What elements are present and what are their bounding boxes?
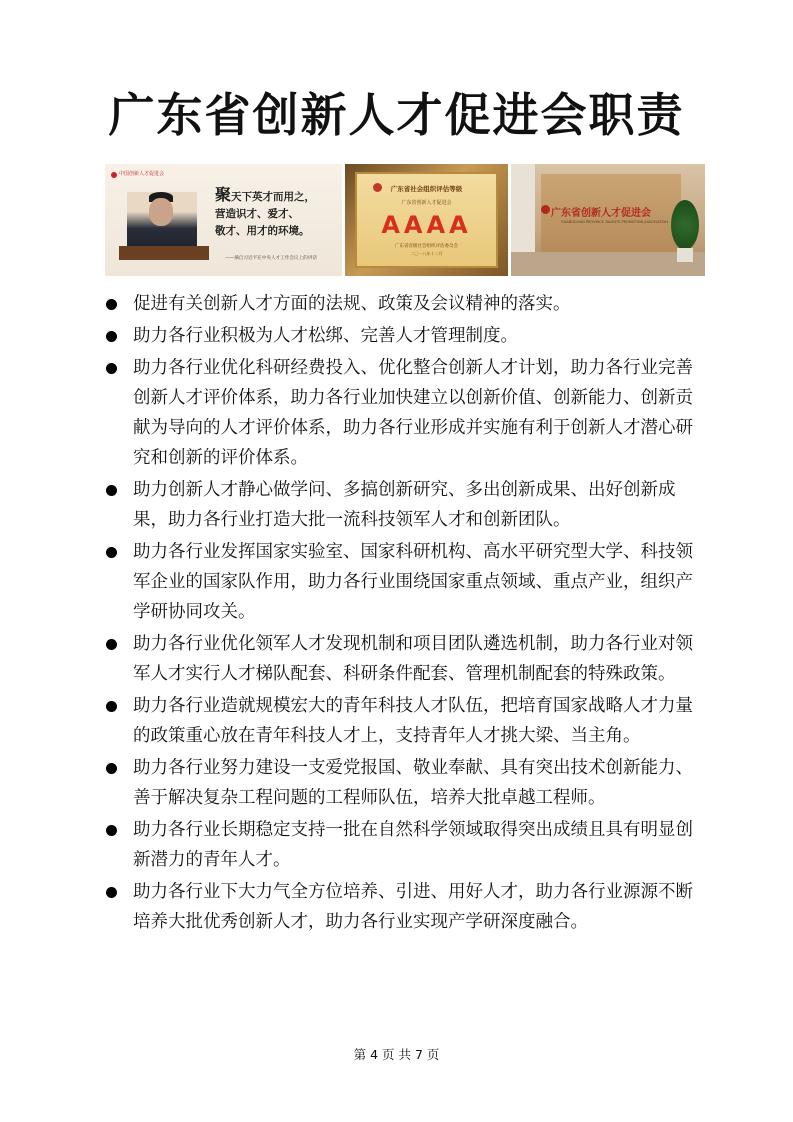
banner-image-strip bbox=[105, 164, 705, 276]
bullet-icon bbox=[106, 547, 117, 558]
wall-sign: 广东省创新人才促进会 bbox=[551, 208, 651, 219]
panel1-header: 中国创新人才促进会 bbox=[119, 171, 165, 177]
list-item bbox=[105, 475, 705, 535]
list-item bbox=[105, 877, 705, 937]
plaque-issuer: 广东省省级社会组织评估委员会 bbox=[395, 244, 458, 249]
list-item bbox=[105, 321, 705, 351]
quote-line-1: 天下英才而用之， bbox=[231, 191, 316, 203]
bullet-icon bbox=[106, 639, 117, 650]
list-item-text: 助力各行业优化领军人才发现机制和项目团队遴选机制，助力各行业对领军人才实行人才梯队配套、科研条件配套、管理机制配套的特殊政策。 bbox=[133, 634, 693, 684]
quote-line-2: 营造识才、爱才、 bbox=[215, 208, 299, 220]
bullet-icon bbox=[106, 701, 117, 712]
quote-big-char: 聚 bbox=[215, 185, 232, 204]
list-item bbox=[105, 353, 705, 473]
plaque-grade: AAAA bbox=[381, 211, 472, 239]
plaque-date: 二〇一八年十二月 bbox=[410, 251, 443, 256]
aaaa-plaque-image bbox=[345, 164, 508, 276]
floor bbox=[511, 252, 705, 276]
list-item bbox=[105, 537, 705, 627]
bullet-icon bbox=[106, 331, 117, 342]
plaque-org: 广东省社会组织评估等级 bbox=[390, 185, 463, 193]
wall-logo-icon bbox=[541, 205, 550, 214]
list-item-text: 助力各行业积极为人才松绑、完善人才管理制度。 bbox=[133, 326, 518, 346]
plant-pot bbox=[677, 248, 693, 262]
list-item-text: 助力各行业长期稳定支持一批在自然科学领域取得突出成绩且具有明显创新潜力的青年人才。 bbox=[133, 820, 693, 870]
list-item-text: 助力各行业下大力气全方位培养、引进、用好人才，助力各行业源源不断培养大批优秀创新人才，助力各行业实现产学研深度融合。 bbox=[133, 882, 693, 932]
potted-plant bbox=[671, 200, 699, 250]
quote-source: ——摘自习近平在中央人才工作会议上的讲话 bbox=[225, 256, 317, 261]
glass-door bbox=[511, 164, 535, 256]
bullet-icon bbox=[106, 485, 117, 496]
list-item-text: 助力各行业发挥国家实验室、国家科研机构、高水平研究型大学、科技领军企业的国家队作用，助力各行业围绕国家重点领域、重点产业，组织产学研协同攻关。 bbox=[133, 542, 693, 622]
list-item-text: 助力创新人才静心做学问、多搞创新研究、多出创新成果、出好创新成果，助力各行业打造大批一流科技领军人才和创新团队。 bbox=[133, 480, 676, 530]
list-item-text: 助力各行业努力建设一支爱党报国、敬业奉献、具有突出技术创新能力、善于解决复杂工程问题的工程师队伍，培养大批卓越工程师。 bbox=[133, 758, 693, 808]
duties-list bbox=[105, 289, 705, 939]
wall-sign-english: GUANGDONG PROVINCE TALENTS PROMOTION ASSOCIATION bbox=[561, 220, 668, 224]
plaque-subject: 广东省创新人才促进会 bbox=[401, 200, 452, 206]
list-item bbox=[105, 753, 705, 813]
list-item bbox=[105, 691, 705, 751]
bullet-icon bbox=[106, 299, 117, 310]
list-item-text: 促进有关创新人才方面的法规、政策及会议精神的落实。 bbox=[133, 294, 571, 314]
emblem-icon bbox=[373, 183, 382, 192]
page-footer: 第 4 页 共 7 页 bbox=[353, 1047, 440, 1062]
bullet-icon bbox=[106, 887, 117, 898]
bullet-icon bbox=[106, 763, 117, 774]
speaker-desk bbox=[119, 246, 209, 260]
list-item bbox=[105, 289, 705, 319]
plaque bbox=[355, 172, 498, 268]
list-item bbox=[105, 815, 705, 875]
xi-quote-image bbox=[105, 164, 342, 276]
quote-text bbox=[215, 186, 340, 240]
bullet-icon bbox=[106, 825, 117, 836]
page-title: 广东省创新人才促进会职责 bbox=[108, 88, 685, 142]
list-item-text: 助力各行业优化科研经费投入、优化整合创新人才计划，助力各行业完善创新人才评价体系，助力各行业加快建立以创新价值、创新能力、创新贡献为导向的人才评价体系，助力各行业形成并实施有利于创新人才潜心研究和创新的评价体系。 bbox=[133, 358, 693, 468]
association-logo-icon bbox=[111, 172, 117, 178]
office-reception-image bbox=[511, 164, 705, 276]
list-item bbox=[105, 629, 705, 689]
list-item-text: 助力各行业造就规模宏大的青年科技人才队伍，把培育国家战略人才力量的政策重心放在青年科技人才上，支持青年人才挑大梁、当主角。 bbox=[133, 696, 693, 746]
speaker-head bbox=[149, 198, 173, 226]
bullet-icon bbox=[106, 363, 117, 374]
quote-line-3: 敬才、用才的环境。 bbox=[215, 225, 310, 237]
